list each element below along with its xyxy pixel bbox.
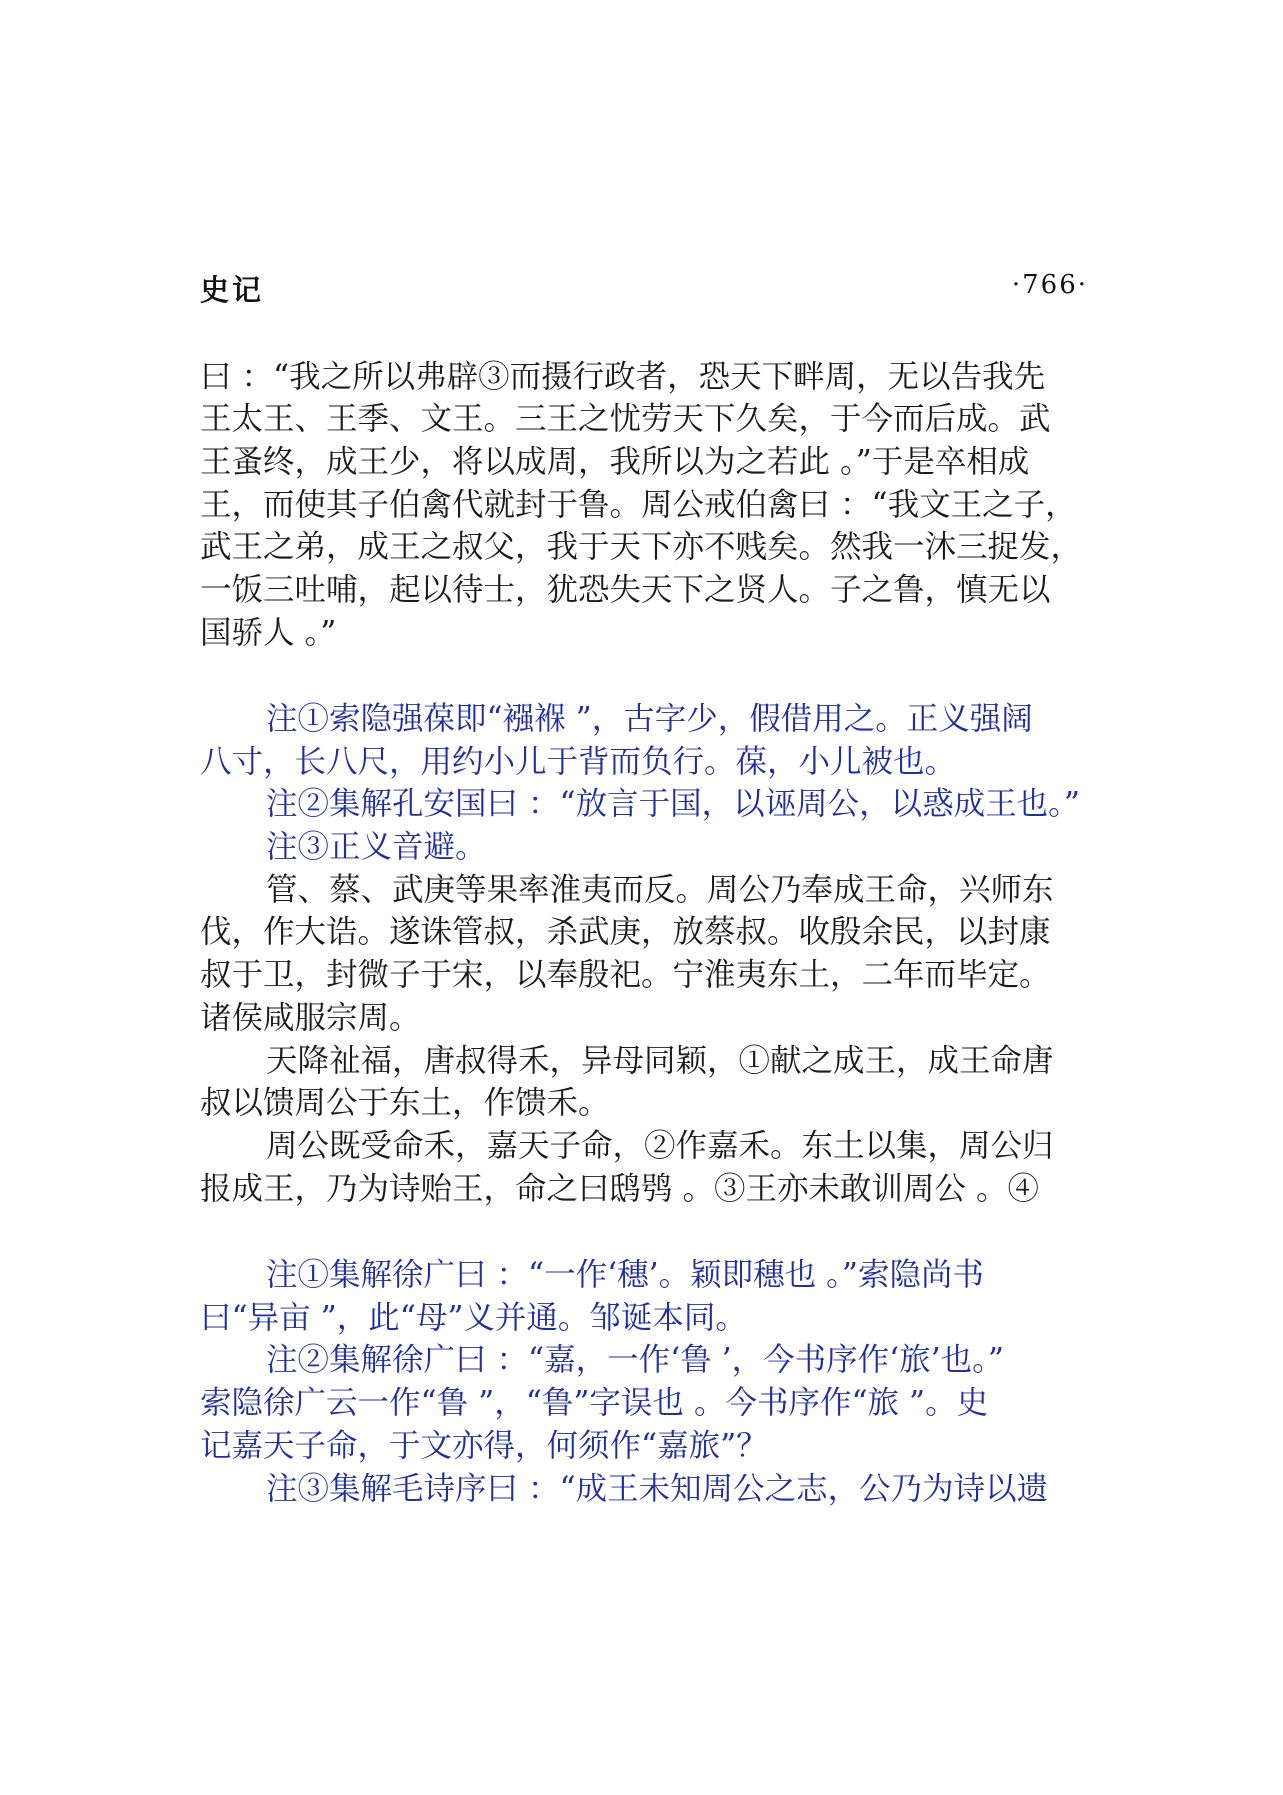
text-line: 国骄人 。” [200,615,337,651]
text-line: 诸侯咸服宗周。 [200,1000,421,1036]
note-line: 注①集解徐广曰 ：“一作‘穗’。颖即穗也 。”索隐尚书 [266,1257,985,1293]
text-line: 报成王，乃为诗贻王，命之曰鸱鸮 。③王亦未敢训周公 。④ [200,1171,1040,1207]
note-line: 注①索隐强葆即“襁褓 ”，古字少，假借用之。正义强阔 [266,701,1033,737]
text-line: 王蚤终，成王少，将以成周，我所以为之若此 。”于是卒相成 [200,444,1030,480]
note-line: 曰“异亩 ”，此“母”义并通。邹诞本同。 [200,1300,747,1336]
note-line: 注②集解徐广曰 ：“嘉，一作‘鲁 ’，今书序作‘旅’也。” [266,1342,1005,1378]
text-line: 曰 ：“我之所以弗辟③而摄行政者，恐天下畔周，无以告我先 [200,359,1046,395]
text-line: 叔以馈周公于东土，作馈禾。 [200,1085,610,1121]
book-title: 史记 [200,273,265,307]
page-number: ·766· [1011,270,1088,300]
text-line: 王，而使其子伯禽代就封于鲁。周公戒伯禽曰 ：“我文王之子， [200,487,1077,523]
note-line: 索隐徐广云一作“鲁 ”，“鲁”字误也 。今书序作“旅 ”。史 [200,1385,989,1421]
note-line: 八寸，长八尺，用约小儿于背而负行。葆，小儿被也。 [200,744,957,780]
text-line: 王太王、王季、文王。三王之忧劳天下久矣，于今而后成。武 [200,401,1051,437]
text-line: 叔于卫，封微子于宋，以奉殷祀。宁淮夷东土，二年而毕定。 [200,957,1051,993]
text-line: 天降祉福，唐叔得禾，异母同颖，①献之成王，成王命唐 [266,1043,1054,1079]
text-line: 管、蔡、武庚等果率淮夷而反。周公乃奉成王命，兴师东 [266,872,1054,908]
text-line: 周公既受命禾，嘉天子命，②作嘉禾。东土以集，周公归 [266,1128,1054,1164]
main-text [200,0,1100,1795]
note-line: 记嘉天子命，于文亦得，何须作“嘉旅”？ [200,1428,768,1464]
text-line: 武王之弟，成王之叔父，我于天下亦不贱矣。然我一沐三捉发， [200,529,1083,565]
text-line: 一饭三吐哺，起以待士，犹恐失天下之贤人。子之鲁，慎无以 [200,572,1051,608]
note-line: 注③正义音避。 [266,829,487,865]
note-line: 注②集解孔安国曰 ：“放言于国，以诬周公，以惑成王也。” [266,786,1080,822]
text-line: 伐，作大诰。遂诛管叔，杀武庚，放蔡叔。收殷余民，以封康 [200,914,1051,950]
note-line: 注③集解毛诗序曰 ：“成王未知周公之志，公乃为诗以遗 [266,1471,1049,1507]
